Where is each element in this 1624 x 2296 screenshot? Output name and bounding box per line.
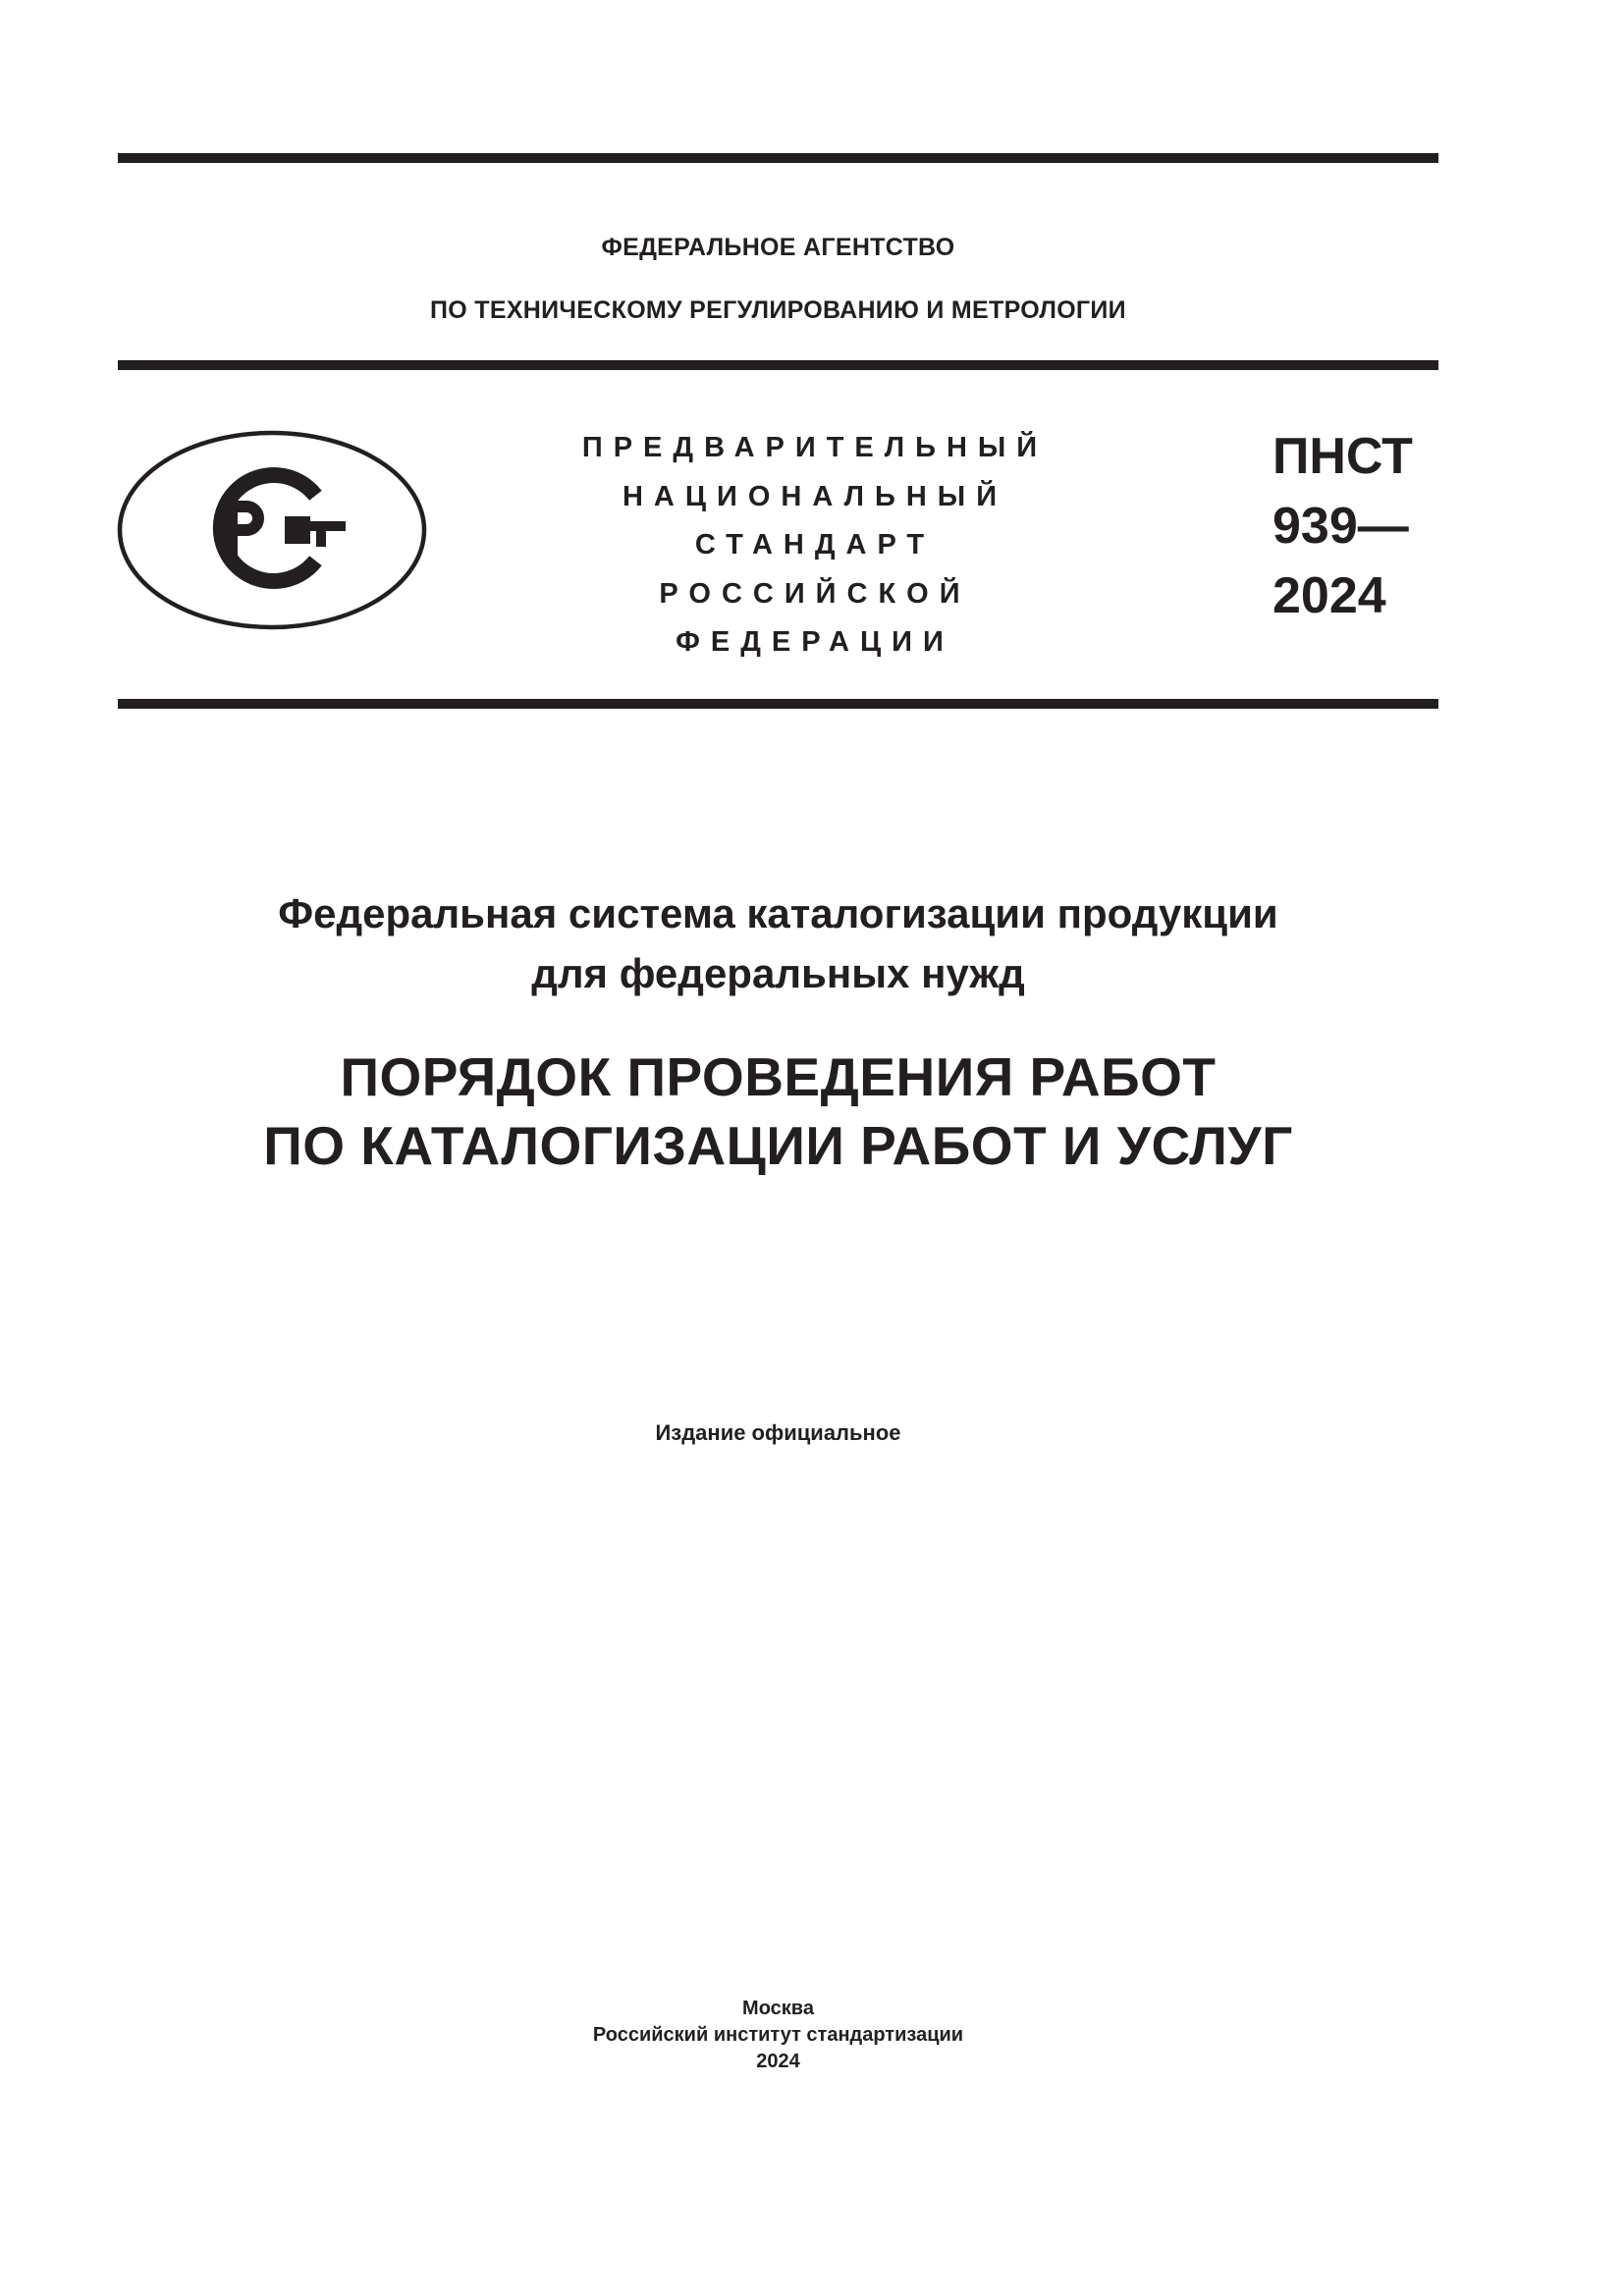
- edition-note: Издание официальное: [655, 1420, 901, 1445]
- subtitle-line: Федеральная система каталогизации продукции: [278, 890, 1278, 936]
- document-subtitle: [118, 883, 1438, 1003]
- gost-r-mark-icon: [116, 430, 428, 630]
- imprint-city: Москва: [742, 1998, 814, 2019]
- designation-line: ПНСТ: [1272, 428, 1413, 485]
- imprint-year: 2024: [756, 2051, 800, 2072]
- designation-line: 2024: [1272, 567, 1386, 624]
- top-rule: [118, 153, 1438, 163]
- standard-type-line: НАЦИОНАЛЬНЫЙ: [622, 480, 1008, 512]
- imprint-publisher: Российский институт стандартизации: [592, 2024, 964, 2046]
- agency-line-2: ПО ТЕХНИЧЕСКОМУ РЕГУЛИРОВАНИЮ И МЕТРОЛОГИИ: [430, 296, 1126, 324]
- middle-rule: [118, 360, 1438, 370]
- standard-type: [550, 424, 1080, 667]
- document-title: [118, 1042, 1438, 1180]
- standard-type-line: ПРЕДВАРИТЕЛЬНЫЙ: [581, 432, 1049, 463]
- title-line: ПОРЯДОК ПРОВЕДЕНИЯ РАБОТ: [340, 1046, 1217, 1107]
- standard-type-line: РОССИЙСКОЙ: [659, 577, 971, 610]
- imprint: [118, 1996, 1438, 2075]
- designation-line: 939—: [1272, 498, 1409, 555]
- standard-designation: [1272, 422, 1413, 631]
- title-line: ПО КАТАЛОГИЗАЦИИ РАБОТ И УСЛУГ: [263, 1115, 1293, 1176]
- bottom-rule: [118, 699, 1438, 709]
- agency-header: [118, 216, 1438, 342]
- standard-type-line: СТАНДАРТ: [694, 529, 936, 561]
- agency-line-1: ФЕДЕРАЛЬНОЕ АГЕНТСТВО: [601, 234, 955, 261]
- subtitle-line: для федеральных нужд: [531, 950, 1025, 996]
- standard-type-line: ФЕДЕРАЦИИ: [676, 626, 954, 658]
